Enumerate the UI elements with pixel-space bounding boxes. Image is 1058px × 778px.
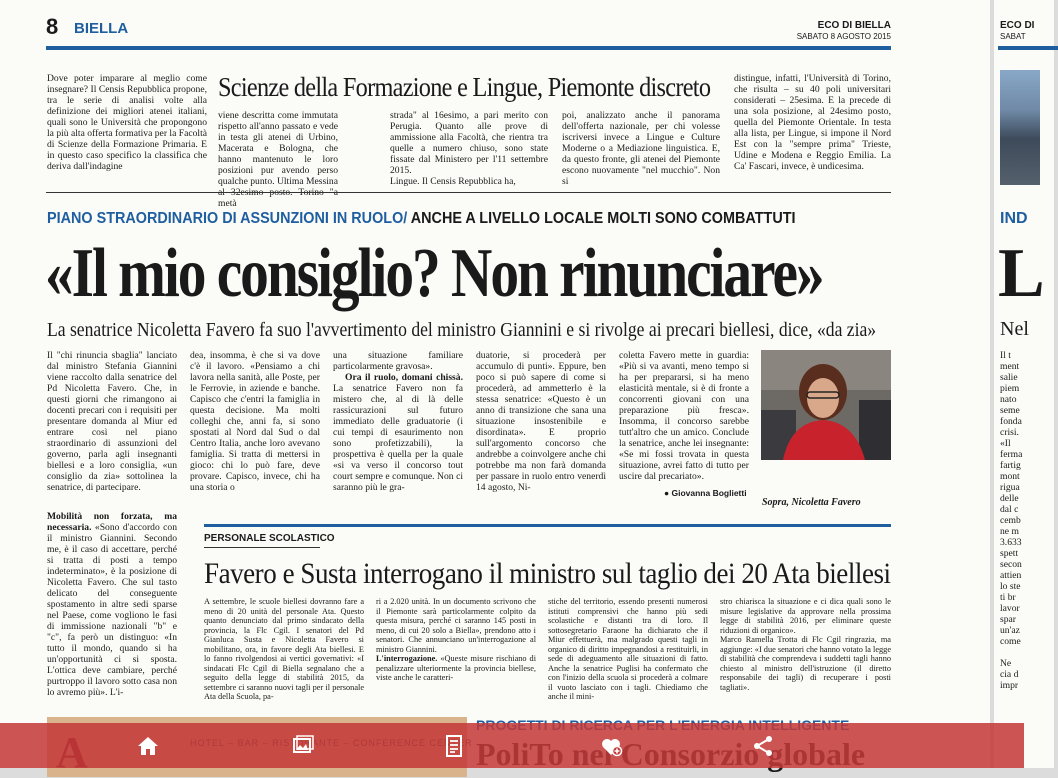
- main-kicker: [47, 210, 796, 228]
- author-byline: ● Giovanna Boglietti: [664, 488, 747, 498]
- top-article-col1: viene descritta come immutata rispetto all'anno passato e vede in testa gli atenei di Urbino, Macerata e Bologna, che hanno mantenuto le loro posizioni pur avendo perso qualche punto. Ultima Messina metà: [218, 110, 338, 209]
- favorite-icon: [599, 734, 623, 758]
- next-page-headline: L: [998, 235, 1045, 312]
- header-rule: [46, 46, 891, 50]
- next-page-rule: [998, 46, 1058, 50]
- next-page-date: SABAT: [1000, 32, 1026, 41]
- bottom-toolbar: [0, 723, 1024, 768]
- article-icon: [442, 734, 466, 758]
- main-col4: duatorie, si procederà per accumulo di punti». Eppure, ben poco si può sapere di come si procederà, ad ammetterlo è la stessa senatrice: «Questo è un anno di transizione che sana una situazione insostenibile e disordinata». E proprio sull'argomento concorso che andrebbe a coinvolgere anche chi potrebbe ma non farà domanda per passare in ruolo entro venerdì 14 agosto, Ni-: [476, 350, 606, 493]
- top-article-intro: Dove poter imparare al meglio come insegnare? Il Censis Repubblica propone, tra le serie di analisi volte alla definizione dei migliori atenei italiani, quali sono le Università che propongono la più alta offerta formativa per la Facoltà di Scienze della Formazione Primaria. E in questo caso specifico la classifica che deriva dall'indagine: [47, 73, 207, 172]
- second-article-headline: Favero e Susta interrogano il ministro sul taglio dei 20 Ata biellesi: [204, 557, 891, 590]
- second-col2: [376, 597, 536, 707]
- issue-date: SABATO 8 AGOSTO 2015: [796, 32, 891, 41]
- gallery-button[interactable]: [278, 723, 328, 768]
- second-col1: A settembre, le scuole biellesi dovranno fare a meno di 20 unità del personale Ata. Questo quanto denunciato dal primo sindacato della provincia, la Flc Cgil. I senatori del Pd Gianluca Susta e Nicoletta Favero si mobilitano, ora, in favore degli Ata biellesi. E lo fanno rivolgendosi ai vertici governativi: «I sindacati Flc Cgil di Biella segnalano che a seguito della legge di stabilità 2015, da settembre ci saranno nuovi tagli per il personale Ata della Scuola, pa-: [204, 597, 364, 701]
- portrait-image: [761, 350, 891, 460]
- next-page-photo: [1000, 70, 1040, 185]
- top-article-col3: poi, analizzato anche il panorama dell'offerta nazionale, per chi volesse iscriversi invece a Lingue e Culture Moderne o a Mediazione linguistica. E, da questo fronte, gli atenei del Piemonte escono nuovamente "nel mucchio". Non si: [562, 110, 720, 187]
- second-article-rule: [204, 524, 891, 527]
- next-page-text: Il t ment salie piem nato seme fonda crisi. «Il ferma fartig mont rigua delle dal c cemb ne m 3.633 spett secon attien lo ste ti br lavor spar un'az come Ne cia d impr: [1000, 350, 1023, 691]
- main-headline: «Il mio consiglio? Non rinunciare»: [45, 235, 823, 312]
- article-button[interactable]: [429, 723, 479, 768]
- second-col2-subhead: L'interrogazione.: [376, 654, 438, 663]
- second-col4: stro chiarisca la situazione e ci dica quali sono le misure legislative da approvare nella prossima legge di stabilità 2016, per eliminare queste riduzioni di organico». Marco Ramella Trotta di Flc Cgil ringrazia, ma aggiunge: «I due senatori che hanno votato la legge di stabilità che comprendeva i suddetti tagli hanno chiesto al ministro dell'istruzione (il diretto responsabile dei tagli) di recuperare i posti tagliati».: [720, 597, 891, 692]
- main-subhead: La senatrice Nicoletta Favero fa suo l'avvertimento del ministro Giannini e si rivolge ai precari biellesi, dice, «da zia»: [47, 319, 877, 341]
- main-col3: [333, 350, 463, 510]
- second-article-label: PERSONALE SCOLASTICO: [204, 533, 335, 544]
- section-divider: [46, 192, 891, 193]
- section-title: BIELLA: [74, 20, 129, 37]
- next-page-preview[interactable]: [994, 0, 1054, 768]
- main-col3-subhead: Ora il ruolo, domani chissà.: [345, 372, 463, 383]
- main-col1-subhead: Mobilità non forzata, ma necessaria.: [47, 511, 177, 533]
- second-col2-text-b: «Queste misure rischiano di penalizzare ulteriormente la provincia biellese, viste anche le caratteri-: [376, 654, 536, 682]
- second-col3: stiche del territorio, essendo presenti numerosi istituti comprensivi che hanno più sedi scolastiche e distanti tra di loro. Il sottosegretario Faraone ha dichiarato che il Miur effettuerà, ma malgrado questi tagli in organico di diritto impegnandosi a restituirli, in sede di adeguamento alle situazioni di fatto. Anche la senatrice Puglisi ha confermato che con l'inizio della scuola si procederà a colmare il vuoto lasciato con i tagli. Chiediamo che anche il mini-: [548, 597, 708, 701]
- main-col3-text: una situazione familiare particolarmente gravosa».: [333, 350, 463, 372]
- favorite-button[interactable]: [586, 723, 636, 768]
- gallery-icon: [291, 734, 315, 758]
- page-number: 8: [46, 14, 59, 39]
- label-underline: [204, 547, 320, 548]
- top-article-title: Scienze della Formazione e Lingue, Piemonte discreto: [218, 72, 711, 102]
- portrait-photo: [761, 350, 891, 460]
- main-col1: Il "chi rinuncia sbaglia" lanciato dal ministro Stefania Giannini viene raccolto dalla senatrice del Pd Nicoletta Favero. Che, in questi giorni che rimangono ai docenti precari con i requisiti per presentare domanda al Miur ed entrare così nel piano straordinario di assunzioni del governo, parla agli insegnanti biellesi e a loro consiglia, «un consiglio da zia» sottolinea la senatrice, di partecipare.: [47, 350, 177, 493]
- main-kicker-black: ANCHE A LIVELLO LOCALE MOLTI SONO COMBATTUTI: [407, 210, 796, 227]
- home-icon: [136, 734, 160, 758]
- next-page-paper: ECO DI: [1000, 20, 1035, 31]
- next-page-subhead: Nel: [1000, 318, 1029, 340]
- share-icon: [751, 734, 775, 758]
- main-col1-text: «Sono d'accordo con il ministro Giannini. Secondo me, è il caso di accettare, perché si tratta di posti a tempo indeterminato», è la posizione di Nicoletta Favero. Che sul tasto delicato del conseguente spostamento in altre sedi sparse nel Paese, come vogliono le fasi di immissione nazionali "b" e "c", fa però un distinguo: «In tutto il mondo, quando si ha un'opportunità ci si sposta. L'ottica deve cambiare, perché purtroppo il lavoro sotto casa non lo avremo più». L'i-: [47, 522, 177, 698]
- photo-caption: Sopra, Nicoletta Favero: [762, 497, 861, 508]
- second-col2-text: ri a 2.020 unità. In un documento scrivono che il Piemonte sarà particolarmente colpito da questa misura, perché ci saranno 145 posti in meno, di cui 20 solo a Biella», prendono atto i senatori. Che annunciano un'interrogazione al ministro Giannini.: [376, 597, 536, 654]
- top-article-col4: distingue, infatti, l'Università di Torino, che risulta – su 40 poli universitari considerati – 25esima. E la precede di una sola posizione, al 24esimo posto, quella del Piemonte Orientale. In testa alla lista, per Lingue, si impone il Nord Est con la "sempre prima" Trieste, Udine e Modena e Reggio Emilia. La Ca' Fascari, invece, è undicesima.: [734, 73, 891, 172]
- main-col5: coletta Favero mette in guardia: «Più si va avanti, meno tempo si ha per prepararsi, si ha meno elasticità mentale, si è di fronte a concorrenti giovani con una preparazione più fresca». Insomma, il concorso sarebbe tutt'altro che un amico. Conclude la senatrice, anche lei insegnante: «Se mi fossi trovata in questa situazione, avrei fatto di tutto per uscire dal precariato».: [619, 350, 749, 482]
- main-col2: dea, insomma, è che si va dove c'è il lavoro. «Pensiamo a chi lavora nella sanità, alle Poste, per le Ferrovie, in aziende e banche. Capisco che c'entri la famiglia in questa decisione. Ma molti colleghi che, anni fa, si sono spostati al Nord dal Sud o dal Centro Italia, anche loro avevano famiglia. Si tratta di mettersi in gioco: chi lo può fare, deve provare. Capisco, invece, chi ha una storia o: [190, 350, 320, 493]
- newspaper-name: ECO DI BIELLA: [817, 20, 891, 31]
- main-col3-text-b: La senatrice Favero non fa mistero che, al di là delle rassicurazioni sul futuro immediato delle graduatorie (i cui tempi di esaurimento non sono profetizzabili), la prospettiva è quella per la quale «si va verso il concorso tout court sempre e comunque. Non ci saranno più le gra-: [333, 383, 463, 493]
- home-button[interactable]: [123, 723, 173, 768]
- top-article-col2: strada" al 16esimo, a pari merito con Perugia. Quanto alle prove di ammissione alla Facoltà, che rientra tra quelle a numero chiuso, sono state fissate dal Ministero per l'11 settembre 2015. Lingue. Il Censis Repubblica ha,: [390, 110, 548, 187]
- share-button[interactable]: [738, 723, 788, 768]
- next-page-kicker: IND: [1000, 210, 1028, 227]
- main-kicker-blue: PIANO STRAORDINARIO DI ASSUNZIONI IN RUOLO/: [47, 210, 408, 227]
- main-col1-continued: [47, 511, 177, 701]
